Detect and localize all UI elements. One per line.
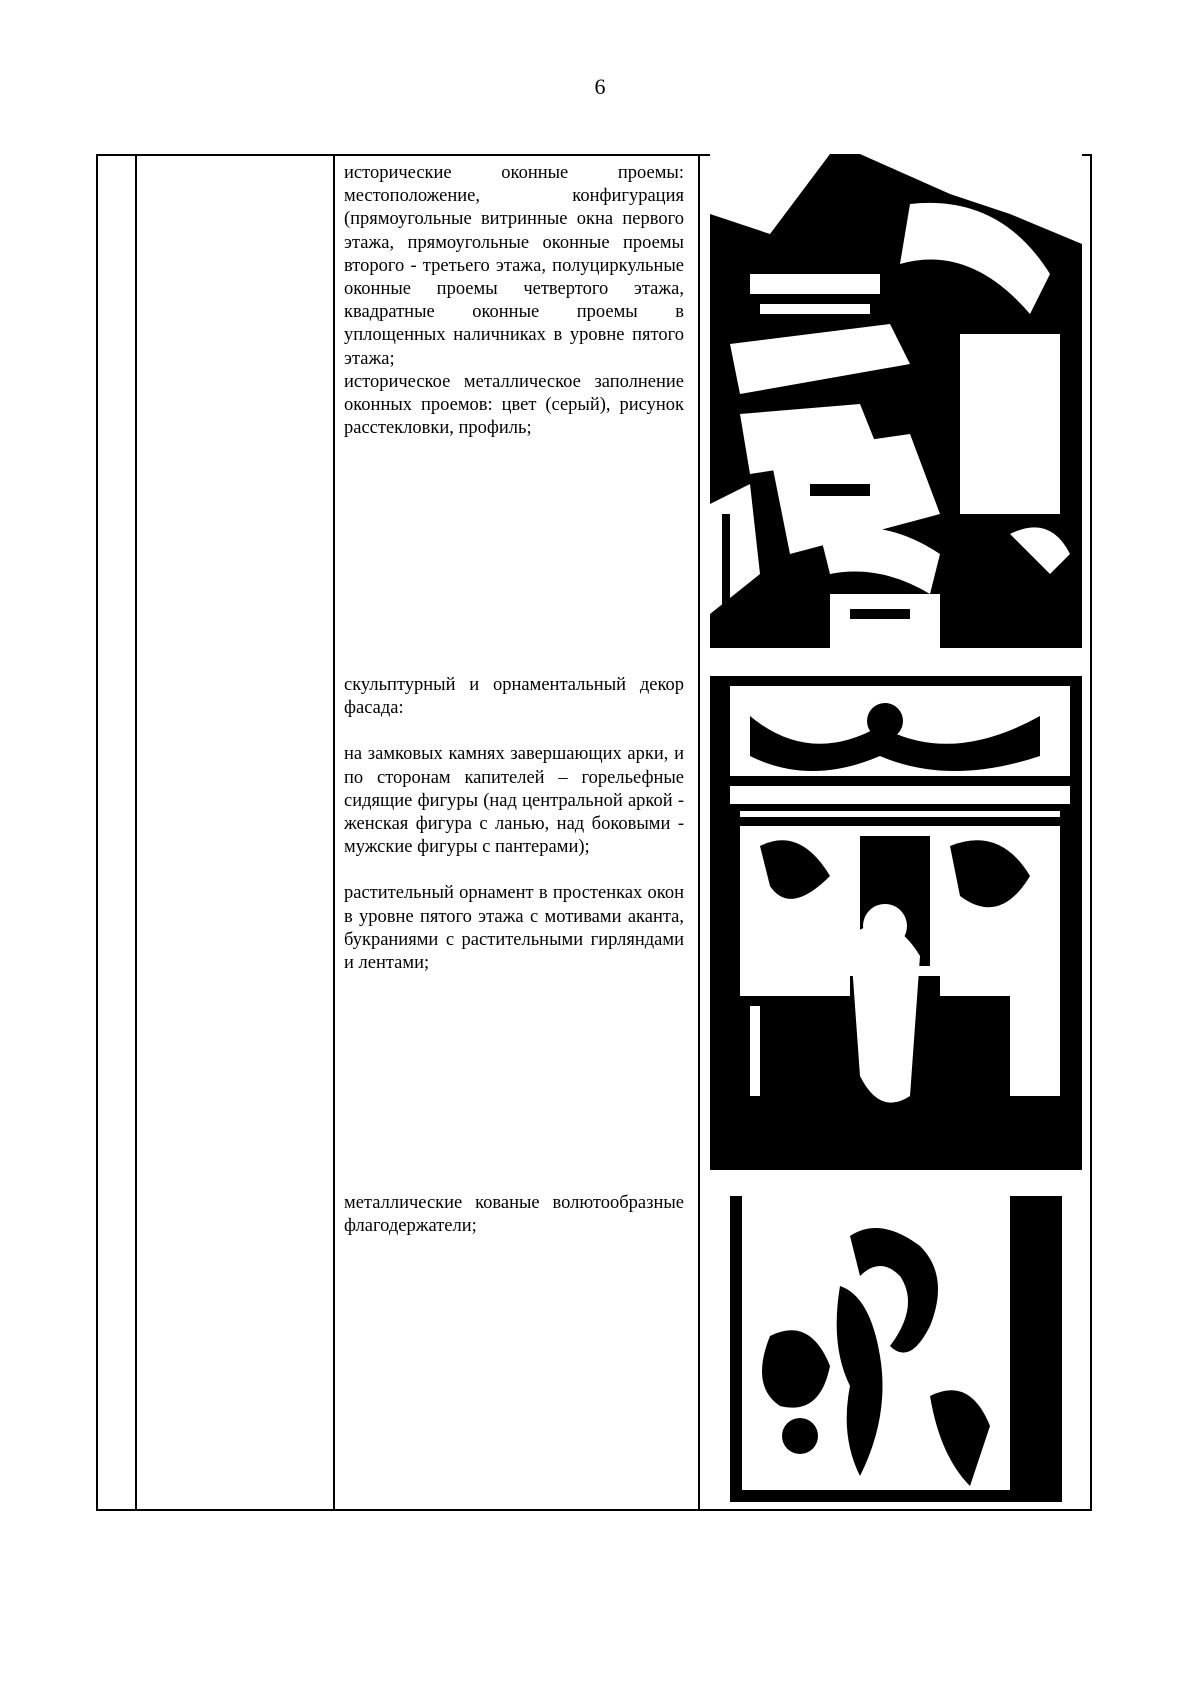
photo-flagholder-graphic (730, 1196, 1062, 1502)
photo-windows-graphic (710, 154, 1082, 648)
text-block-decor (344, 674, 684, 975)
column-divider-3 (698, 156, 700, 1509)
page-number: 6 (594, 74, 606, 99)
column-divider-1 (135, 156, 137, 1509)
photo-flagholder (730, 1196, 1062, 1502)
text-decor-figures: на замковых камнях завершающих арки, и по сторонам капителей – горельефные сидящие фигуры (над центральной аркой - женская фигура с ланью, над боковыми - мужские фигуры с пантерами); (344, 744, 684, 858)
photo-windows (710, 154, 1082, 648)
text-decor-ornament: растительный орнамент в простенках окон в уровне пятого этажа с мотивами аканта, букраниями с растительными гирляндами и лентами; (344, 883, 684, 974)
photo-decor (710, 676, 1082, 1170)
text-windows-filling: историческое металлическое заполнение оконных проемов: цвет (серый), рисунок расстекловки, профиль; (344, 371, 684, 439)
text-block-windows (344, 162, 684, 440)
text-flagholders: металлические кованые волютообразные флагодержатели; (344, 1193, 684, 1237)
text-decor-heading: скульптурный и орнаментальный декор фасада: (344, 675, 684, 719)
text-block-flagholders (344, 1192, 684, 1238)
photo-decor-graphic (710, 676, 1082, 1170)
heritage-table (96, 154, 1092, 1511)
column-divider-2 (333, 156, 335, 1509)
text-windows-openings: исторические оконные проемы: местоположение, конфигурация (прямоугольные витринные окна первого этажа, прямоугольные оконные проемы второго - третьего этажа, полуциркульные оконные проемы четвертого этажа, квадратные оконные проемы в уплощенных наличниках в уровне пятого этажа; (344, 163, 684, 369)
